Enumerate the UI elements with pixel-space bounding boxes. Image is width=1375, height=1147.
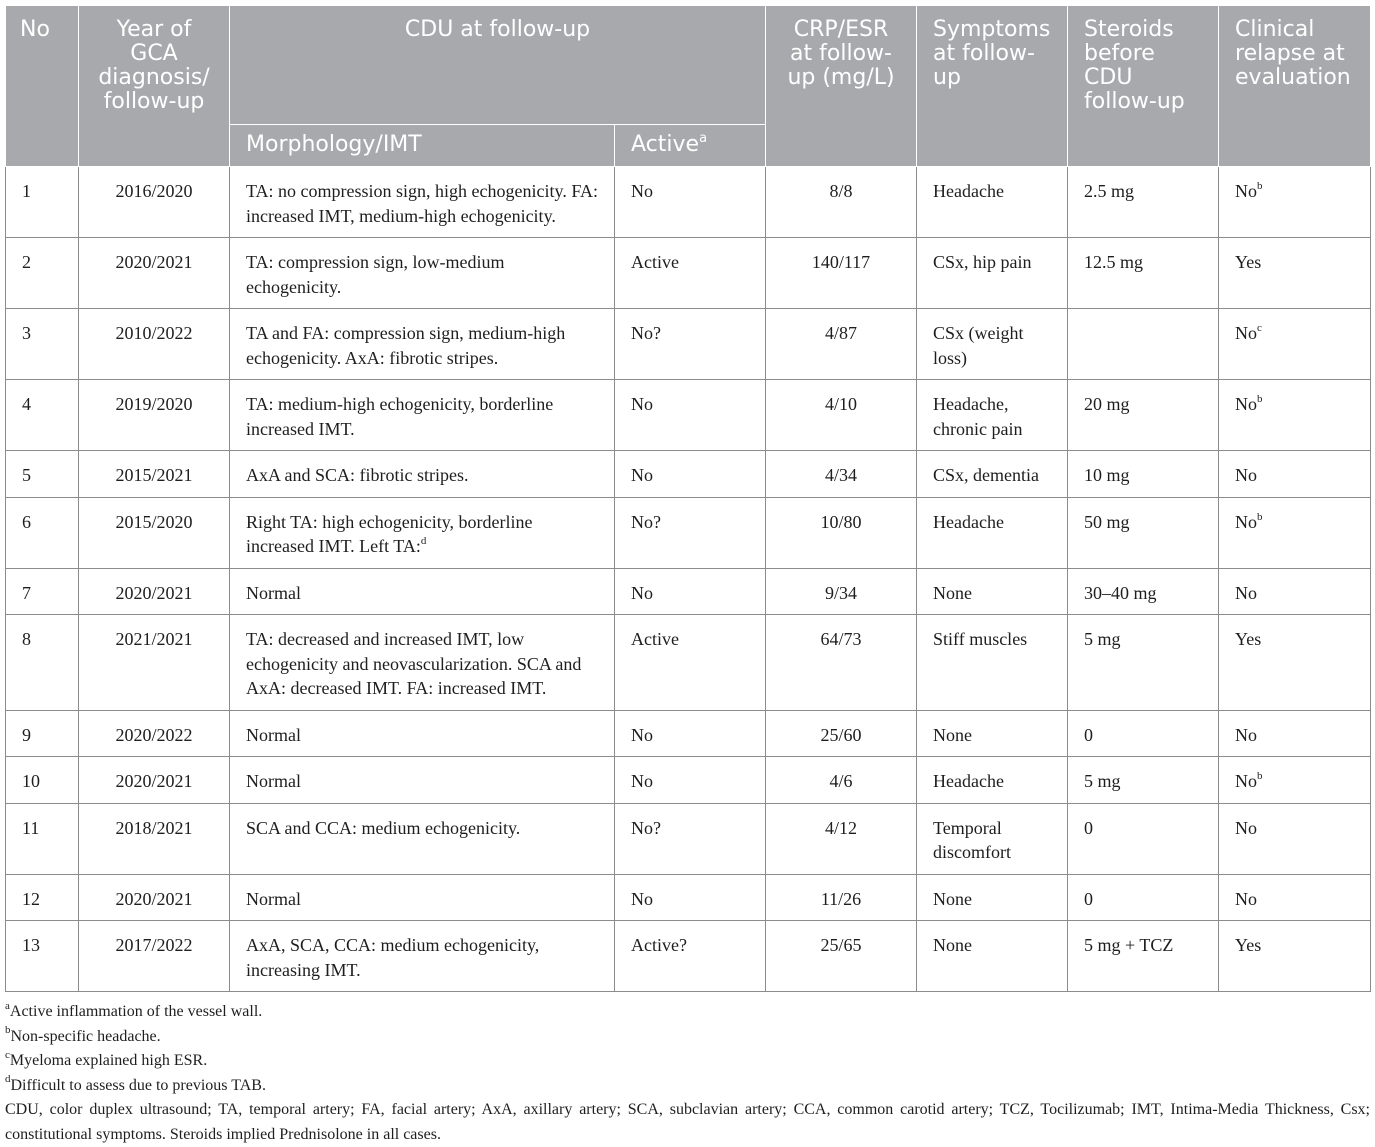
cell-active: No? [615,497,766,568]
cell-crp: 9/34 [766,568,917,615]
cell-steroids: 10 mg [1068,451,1219,498]
cell-relapse: No [1219,803,1371,874]
cell-crp: 4/34 [766,451,917,498]
cell-crp: 4/6 [766,757,917,804]
footnote: $^c$Myeloma explained high ESR. [5,1048,208,1069]
cell-morph: Normal [230,710,615,757]
cell-no: 10 [6,757,79,804]
cell-no: 3 [6,309,79,380]
cell-no: 13 [6,921,79,992]
header-steroids: Steroids before CDU follow-up [1068,6,1219,167]
cell-active: No? [615,309,766,380]
cell-crp: 64/73 [766,615,917,711]
cell-crp: 4/12 [766,803,917,874]
abbreviations-note: CDU, color duplex ultrasound; TA, temporal artery; FA, facial artery; AxA, axillary artery; SCA, subclavian artery; CCA, common carotid artery; TCZ, Tocilizumab; IMT, Intima-Media Thickness, Csx; constitutional symptoms. Steroids implied Prednisolone in all cases. [5,1101,1370,1143]
cell-relapse: No [1219,874,1371,921]
cell-steroids: 50 mg [1068,497,1219,568]
table-row [6,238,1371,309]
footnote: $^d$Difficult to assess due to previous TAB. [5,1073,266,1094]
cell-year: 2021/2021 [79,615,230,711]
table-notes [5,992,1370,1147]
cell-symptoms: CSx, dementia [917,451,1068,498]
cell-active: No [615,874,766,921]
table-row [6,497,1371,568]
cell-steroids [1068,309,1219,380]
cell-year: 2020/2021 [79,757,230,804]
cell-morph: Normal [230,874,615,921]
cell-no: 11 [6,803,79,874]
footnote-list [5,1000,1370,1098]
cell-relapse: Yes [1219,615,1371,711]
cell-year: 2020/2021 [79,238,230,309]
header-morphology: Morphology/IMT [230,125,615,167]
cell-year: 2020/2021 [79,568,230,615]
cell-active: Active [615,615,766,711]
cell-symptoms: None [917,921,1068,992]
table-row [6,309,1371,380]
cell-morph: Normal [230,757,615,804]
cell-year: 2015/2021 [79,451,230,498]
cell-morph: TA: no compression sign, high echogenicity. FA: increased IMT, medium-high echogenicity. [230,167,615,238]
cell-steroids: 5 mg [1068,757,1219,804]
cell-symptoms: Temporal discomfort [917,803,1068,874]
cell-morph: TA: compression sign, low-medium echogenicity. [230,238,615,309]
results-table [5,5,1371,992]
cell-year: 2016/2020 [79,167,230,238]
cell-symptoms: Stiff muscles [917,615,1068,711]
header-active: Active$^a$ [615,125,766,167]
cell-morph: Normal [230,568,615,615]
cell-steroids: 12.5 mg [1068,238,1219,309]
cell-symptoms: Headache, chronic pain [917,380,1068,451]
table-row [6,921,1371,992]
cell-no: 5 [6,451,79,498]
cell-active: No [615,757,766,804]
header-no: No [6,6,79,167]
header-crp-esr: CRP/ESR at follow-up (mg/L) [766,6,917,167]
cell-relapse: No [1219,710,1371,757]
table-row [6,874,1371,921]
cell-active: No [615,167,766,238]
cell-active: No [615,380,766,451]
cell-relapse: Yes [1219,921,1371,992]
table-row [6,568,1371,615]
cell-relapse: Yes [1219,238,1371,309]
table-row [6,615,1371,711]
cell-year: 2010/2022 [79,309,230,380]
table-row [6,167,1371,238]
cell-year: 2020/2021 [79,874,230,921]
cell-morph: AxA, SCA, CCA: medium echogenicity, increasing IMT. [230,921,615,992]
cell-no: 2 [6,238,79,309]
cell-steroids: 0 [1068,874,1219,921]
cell-morph: TA: medium-high echogenicity, borderline increased IMT. [230,380,615,451]
cell-relapse: No [1219,568,1371,615]
cell-morph: TA: decreased and increased IMT, low echogenicity and neovascularization. SCA and AxA: decreased IMT. FA: increased IMT. [230,615,615,711]
cell-year: 2019/2020 [79,380,230,451]
table-row [6,380,1371,451]
cell-year: 2020/2022 [79,710,230,757]
cell-active: Active [615,238,766,309]
cell-symptoms: Headache [917,497,1068,568]
cell-steroids: 5 mg + TCZ [1068,921,1219,992]
cell-year: 2017/2022 [79,921,230,992]
cell-morph: Right TA: high echogenicity, borderline increased IMT. Left TA:$^d$ [230,497,615,568]
cell-symptoms: Headache [917,757,1068,804]
cell-crp: 8/8 [766,167,917,238]
cell-relapse: No$^c$ [1219,309,1371,380]
table-container [5,5,1370,1147]
cell-symptoms: None [917,710,1068,757]
cell-steroids: 0 [1068,710,1219,757]
cell-no: 8 [6,615,79,711]
cell-symptoms: None [917,874,1068,921]
cell-relapse: No$^b$ [1219,167,1371,238]
cell-no: 6 [6,497,79,568]
cell-symptoms: None [917,568,1068,615]
cell-active: Active? [615,921,766,992]
cell-relapse: No$^b$ [1219,380,1371,451]
header-cdu: CDU at follow-up [230,6,766,125]
table-row [6,451,1371,498]
cell-relapse: No [1219,451,1371,498]
cell-crp: 25/65 [766,921,917,992]
cell-year: 2018/2021 [79,803,230,874]
cell-no: 7 [6,568,79,615]
footnote: $^b$Non-specific headache. [5,1024,161,1045]
header-year: Year of GCA diagnosis/ follow-up [79,6,230,167]
cell-steroids: 2.5 mg [1068,167,1219,238]
cell-steroids: 20 mg [1068,380,1219,451]
table-row [6,803,1371,874]
table-row [6,710,1371,757]
header-relapse: Clinical relapse at evaluation [1219,6,1371,167]
cell-steroids: 0 [1068,803,1219,874]
cell-steroids: 5 mg [1068,615,1219,711]
cell-crp: 4/87 [766,309,917,380]
header-symptoms: Symptoms at follow-up [917,6,1068,167]
cell-crp: 11/26 [766,874,917,921]
cell-no: 12 [6,874,79,921]
cell-no: 9 [6,710,79,757]
cell-crp: 140/117 [766,238,917,309]
cell-morph: TA and FA: compression sign, medium-high echogenicity. AxA: fibrotic stripes. [230,309,615,380]
cell-active: No [615,568,766,615]
cell-no: 4 [6,380,79,451]
cell-symptoms: CSx (weight loss) [917,309,1068,380]
cell-active: No [615,451,766,498]
cell-relapse: No$^b$ [1219,497,1371,568]
cell-no: 1 [6,167,79,238]
cell-active: No? [615,803,766,874]
cell-symptoms: Headache [917,167,1068,238]
cell-morph: AxA and SCA: fibrotic stripes. [230,451,615,498]
footnote: $^a$Active inflammation of the vessel wall. [5,999,263,1020]
cell-steroids: 30–40 mg [1068,568,1219,615]
cell-crp: 4/10 [766,380,917,451]
table-row [6,757,1371,804]
cell-relapse: No$^b$ [1219,757,1371,804]
cell-crp: 25/60 [766,710,917,757]
cell-active: No [615,710,766,757]
cell-morph: SCA and CCA: medium echogenicity. [230,803,615,874]
cell-symptoms: CSx, hip pain [917,238,1068,309]
cell-year: 2015/2020 [79,497,230,568]
table-body [6,167,1371,992]
cell-crp: 10/80 [766,497,917,568]
